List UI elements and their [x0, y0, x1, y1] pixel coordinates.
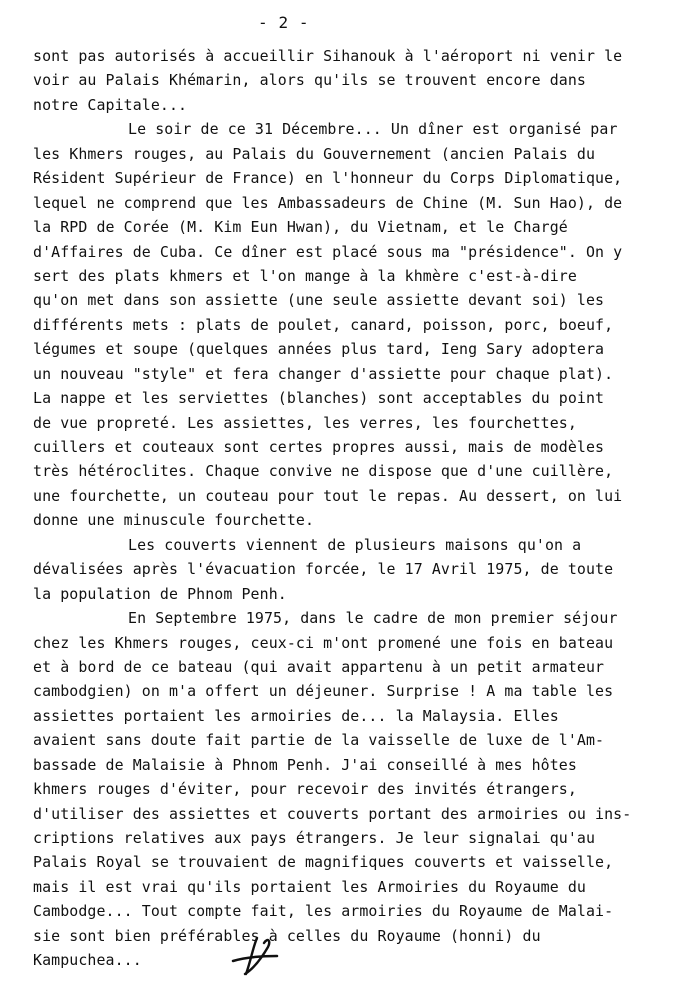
text-line: d'Affaires de Cuba. Ce dîner est placé sous ma "présidence". On y — [33, 242, 623, 261]
page-number: - 2 - — [258, 13, 310, 32]
text-line: la RPD de Corée (M. Kim Eun Hwan), du Vietnam, et le Chargé — [33, 218, 568, 237]
text-line: d'utiliser des assiettes et couverts portant des armoiries ou ins- — [33, 804, 632, 823]
text-line: la population de Phnom Penh. — [33, 584, 287, 603]
text-line: donne une minuscule fourchette. — [33, 511, 315, 530]
paragraph-start-line: Le soir de ce 31 Décembre... Un dîner est organisé par — [128, 120, 618, 139]
text-line: sert des plats khmers et l'on mange à la khmère c'est-à-dire — [33, 266, 577, 285]
text-line: qu'on met dans son assiette (une seule assiette devant soi) les — [33, 291, 605, 310]
text-line: dévalisées après l'évacuation forcée, le 17 Avril 1975, de toute — [33, 560, 614, 579]
text-line: Cambodge... Tout compte fait, les armoiries du Royaume de Malai- — [33, 902, 614, 921]
text-line: voir au Palais Khémarin, alors qu'ils se trouvent encore dans — [33, 71, 586, 90]
text-line: différents mets : plats de poulet, canard, poisson, porc, boeuf, — [33, 315, 614, 334]
text-line: lequel ne comprend que les Ambassadeurs de Chine (M. Sun Hao), de — [33, 193, 623, 212]
text-line: une fourchette, un couteau pour tout le repas. Au dessert, on lui — [33, 486, 623, 505]
text-line: légumes et soupe (quelques années plus tard, Ieng Sary adoptera — [33, 340, 605, 359]
text-line: et à bord de ce bateau (qui avait appartenu à un petit armateur — [33, 657, 605, 676]
paragraph-start-line: En Septembre 1975, dans le cadre de mon premier séjour — [128, 609, 618, 628]
text-line: avaient sans doute fait partie de la vaisselle de luxe de l'Am- — [33, 731, 605, 750]
text-line: cuillers et couteaux sont certes propres aussi, mais de modèles — [33, 438, 605, 456]
body-text — [33, 44, 683, 973]
text-line: assiettes portaient les armoiries de... la Malaysia. Elles — [33, 706, 559, 725]
text-line: khmers rouges d'éviter, pour recevoir des invités étrangers, — [33, 780, 577, 799]
text-line: un nouveau "style" et fera changer d'assiette pour chaque plat). — [33, 364, 614, 383]
text-line: cambodgien) on m'a offert un déjeuner. Surprise ! A ma table les — [33, 682, 614, 701]
text-line: bassade de Malaisie à Phnom Penh. J'ai conseillé à mes hôtes — [33, 755, 577, 774]
text-line: de vue propreté. Les assiettes, les verres, les fourchettes, — [33, 413, 577, 432]
text-line: très hétéroclites. Chaque convive ne dispose que d'une cuillère, — [33, 462, 614, 481]
text-line: Kampuchea... — [33, 951, 142, 970]
text-line: La nappe et les serviettes (blanches) sont acceptables du point — [33, 389, 605, 408]
text-line: chez les Khmers rouges, ceux-ci m'ont promené une fois en bateau — [33, 633, 614, 652]
text-line: notre Capitale... — [33, 95, 188, 114]
text-line: sie sont bien préférables à celles du Royaume (honni) du — [33, 926, 541, 945]
text-line: criptions relatives aux pays étrangers. Je leur signalai qu'au — [33, 829, 596, 847]
text-line: les Khmers rouges, au Palais du Gouvernement (ancien Palais du — [33, 144, 596, 163]
text-line: sont pas autorisés à accueillir Sihanouk à l'aéroport ni venir le — [33, 47, 623, 65]
text-line: Résident Supérieur de France) en l'honneur du Corps Diplomatique, — [33, 169, 623, 188]
handwritten-signature-icon — [226, 929, 286, 979]
text-line: mais il est vrai qu'ils portaient les Armoiries du Royaume du — [33, 877, 586, 896]
paragraph-start-line: Les couverts viennent de plusieurs maisons qu'on a — [128, 535, 582, 554]
text-line: Palais Royal se trouvaient de magnifiques couverts et vaisselle, — [33, 853, 614, 872]
